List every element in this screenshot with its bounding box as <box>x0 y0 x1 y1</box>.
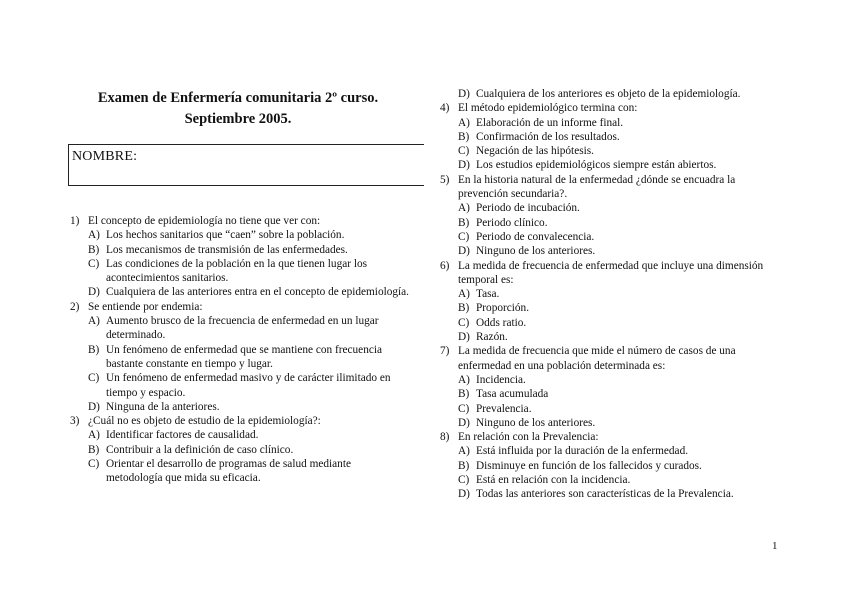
option-text: Identificar factores de causalidad. <box>106 429 259 442</box>
question-text: La medida de frecuencia de enfermedad que incluye una dimensión temporal es: <box>458 259 764 286</box>
question <box>440 344 780 373</box>
option-letter: B) <box>88 343 100 356</box>
question-text: ¿Cuál no es objeto de estudio de la epidemiología?: <box>88 415 321 428</box>
answer-option <box>70 400 410 414</box>
option-text: Ninguna de la anteriores. <box>106 400 220 413</box>
answer-option <box>440 330 780 344</box>
option-letter: A) <box>458 373 470 386</box>
option-text: Incidencia. <box>476 373 526 386</box>
question-number: 3) <box>70 415 80 428</box>
option-letter: C) <box>88 257 100 270</box>
option-letter: D) <box>458 159 470 172</box>
answer-option <box>440 316 780 330</box>
option-text: Contribuir a la definición de caso clínico. <box>106 443 294 456</box>
option-text: Está influida por la duración de la enfermedad. <box>476 445 689 458</box>
option-letter: D) <box>88 400 100 413</box>
name-field-box <box>68 144 424 186</box>
option-letter: C) <box>88 372 100 385</box>
answer-option <box>440 402 780 416</box>
option-letter: A) <box>88 229 100 242</box>
option-letter: D) <box>458 88 470 100</box>
question <box>440 259 780 288</box>
option-text: Periodo clínico. <box>476 216 548 229</box>
option-letter: C) <box>458 230 470 243</box>
answer-option <box>70 228 410 242</box>
answer-option <box>440 387 780 401</box>
option-text: Los estudios epidemiológicos siempre están abiertos. <box>476 159 717 172</box>
answer-option <box>70 443 410 457</box>
option-text: Prevalencia. <box>476 402 532 415</box>
question-number: 7) <box>440 345 450 358</box>
option-letter: A) <box>458 288 470 301</box>
question <box>440 173 780 202</box>
answer-option <box>440 416 780 430</box>
answer-option <box>440 301 780 315</box>
option-text: Periodo de incubación. <box>476 202 580 215</box>
option-text: Negación de las hipótesis. <box>476 145 594 158</box>
answer-option <box>70 314 410 343</box>
question-text: La medida de frecuencia que mide el número de casos de una enfermedad en una población determinada es: <box>458 345 736 372</box>
title-line-2: Septiembre 2005. <box>184 111 292 127</box>
option-text: Odds ratio. <box>476 316 527 329</box>
question-text: En relación con la Prevalencia: <box>458 431 599 444</box>
title-line-1: Examen de Enfermería comunitaria 2º curso. <box>97 90 379 106</box>
option-letter: B) <box>458 216 470 229</box>
question-number: 2) <box>70 300 80 313</box>
answer-option <box>440 230 780 244</box>
option-letter: D) <box>88 286 100 299</box>
exam-title <box>68 88 408 130</box>
option-text: Ninguno de los anteriores. <box>476 245 596 258</box>
option-letter: A) <box>458 116 470 129</box>
question <box>70 414 410 428</box>
answer-option <box>440 473 780 487</box>
option-letter: B) <box>88 243 100 256</box>
answer-option <box>70 243 410 257</box>
left-column <box>70 214 410 486</box>
answer-option <box>440 459 780 473</box>
option-letter: B) <box>88 443 100 456</box>
question-text: En la historia natural de la enfermedad ¿dónde se encuadra la prevención secundaria?. <box>458 173 736 201</box>
option-text: Está en relación con la incidencia. <box>476 474 631 487</box>
option-text: Orientar el desarrollo de programas de salud mediante metodología que mida su eficacia. <box>106 458 351 485</box>
option-letter: D) <box>458 416 470 429</box>
option-text: Ninguno de los anteriores. <box>476 416 596 429</box>
answer-option <box>440 287 780 301</box>
option-letter: A) <box>458 202 470 215</box>
question-number: 4) <box>440 102 450 115</box>
option-text: Proporción. <box>476 302 530 315</box>
option-text: Un fenómeno de enfermedad que se mantiene con frecuencia bastante constante en tiempo y lugar. <box>106 343 383 370</box>
answer-option <box>440 116 780 130</box>
option-letter: A) <box>458 445 470 458</box>
option-text: Tasa acumulada <box>476 388 549 401</box>
option-letter: A) <box>88 429 100 442</box>
option-letter: C) <box>458 316 470 329</box>
option-text: Cualquiera de los anteriores es objeto de la epidemiología. <box>476 88 741 100</box>
option-letter: B) <box>458 459 470 472</box>
option-text: Los hechos sanitarios que “caen” sobre la población. <box>106 229 345 242</box>
question-number: 6) <box>440 259 450 272</box>
option-text: Un fenómeno de enfermedad masivo y de carácter ilimitado en tiempo y espacio. <box>106 372 391 399</box>
answer-option <box>440 144 780 158</box>
answer-option <box>70 257 410 286</box>
question-number: 1) <box>70 215 80 227</box>
answer-option <box>440 373 780 387</box>
answer-option <box>440 158 780 172</box>
option-letter: B) <box>458 388 470 401</box>
question-text: Se entiende por endemia: <box>88 300 203 313</box>
question <box>70 214 410 228</box>
option-text: Tasa. <box>476 288 500 301</box>
answer-option <box>440 444 780 458</box>
option-letter: B) <box>458 302 470 315</box>
answer-option <box>70 371 410 400</box>
option-letter: D) <box>458 488 470 501</box>
option-text: Aumento brusco de la frecuencia de enfermedad en un lugar determinado. <box>106 315 379 342</box>
page-number: 1 <box>772 540 778 552</box>
question <box>440 430 780 444</box>
option-letter: C) <box>458 145 470 158</box>
answer-option <box>70 285 410 299</box>
option-letter: D) <box>458 245 470 258</box>
answer-option <box>70 457 410 486</box>
question-text: El concepto de epidemiología no tiene que ver con: <box>88 215 321 227</box>
option-letter: A) <box>88 315 100 328</box>
option-text: Razón. <box>476 331 508 344</box>
option-text: Cualquiera de las anteriores entra en el concepto de epidemiología. <box>106 286 410 299</box>
option-text: Todas las anteriores son características de la Prevalencia. <box>476 488 734 501</box>
answer-option <box>440 487 780 501</box>
option-text: Confirmación de los resultados. <box>476 130 620 143</box>
option-text: Las condiciones de la población en la que tienen lugar los acontecimientos sanitarios. <box>106 257 367 285</box>
answer-option <box>70 343 410 372</box>
option-letter: C) <box>458 474 470 487</box>
option-text: Elaboración de un informe final. <box>476 116 624 129</box>
answer-option <box>440 216 780 230</box>
question-number: 8) <box>440 431 450 444</box>
option-text: Periodo de convalecencia. <box>476 230 595 243</box>
option-letter: B) <box>458 130 470 143</box>
question <box>440 101 780 115</box>
option-text: Disminuye en función de los fallecidos y curados. <box>476 459 702 472</box>
answer-option <box>440 244 780 258</box>
question-text: El método epidemiológico termina con: <box>458 102 638 115</box>
option-letter: C) <box>458 402 470 415</box>
name-label: NOMBRE: <box>72 149 138 164</box>
option-letter: C) <box>88 458 100 471</box>
answer-option <box>70 428 410 442</box>
question-number: 5) <box>440 173 450 186</box>
question <box>70 300 410 314</box>
option-text: Los mecanismos de transmisión de las enfermedades. <box>106 243 348 256</box>
answer-option <box>440 201 780 215</box>
answer-option <box>440 87 780 101</box>
option-letter: D) <box>458 331 470 344</box>
right-column <box>440 87 780 502</box>
answer-option <box>440 130 780 144</box>
